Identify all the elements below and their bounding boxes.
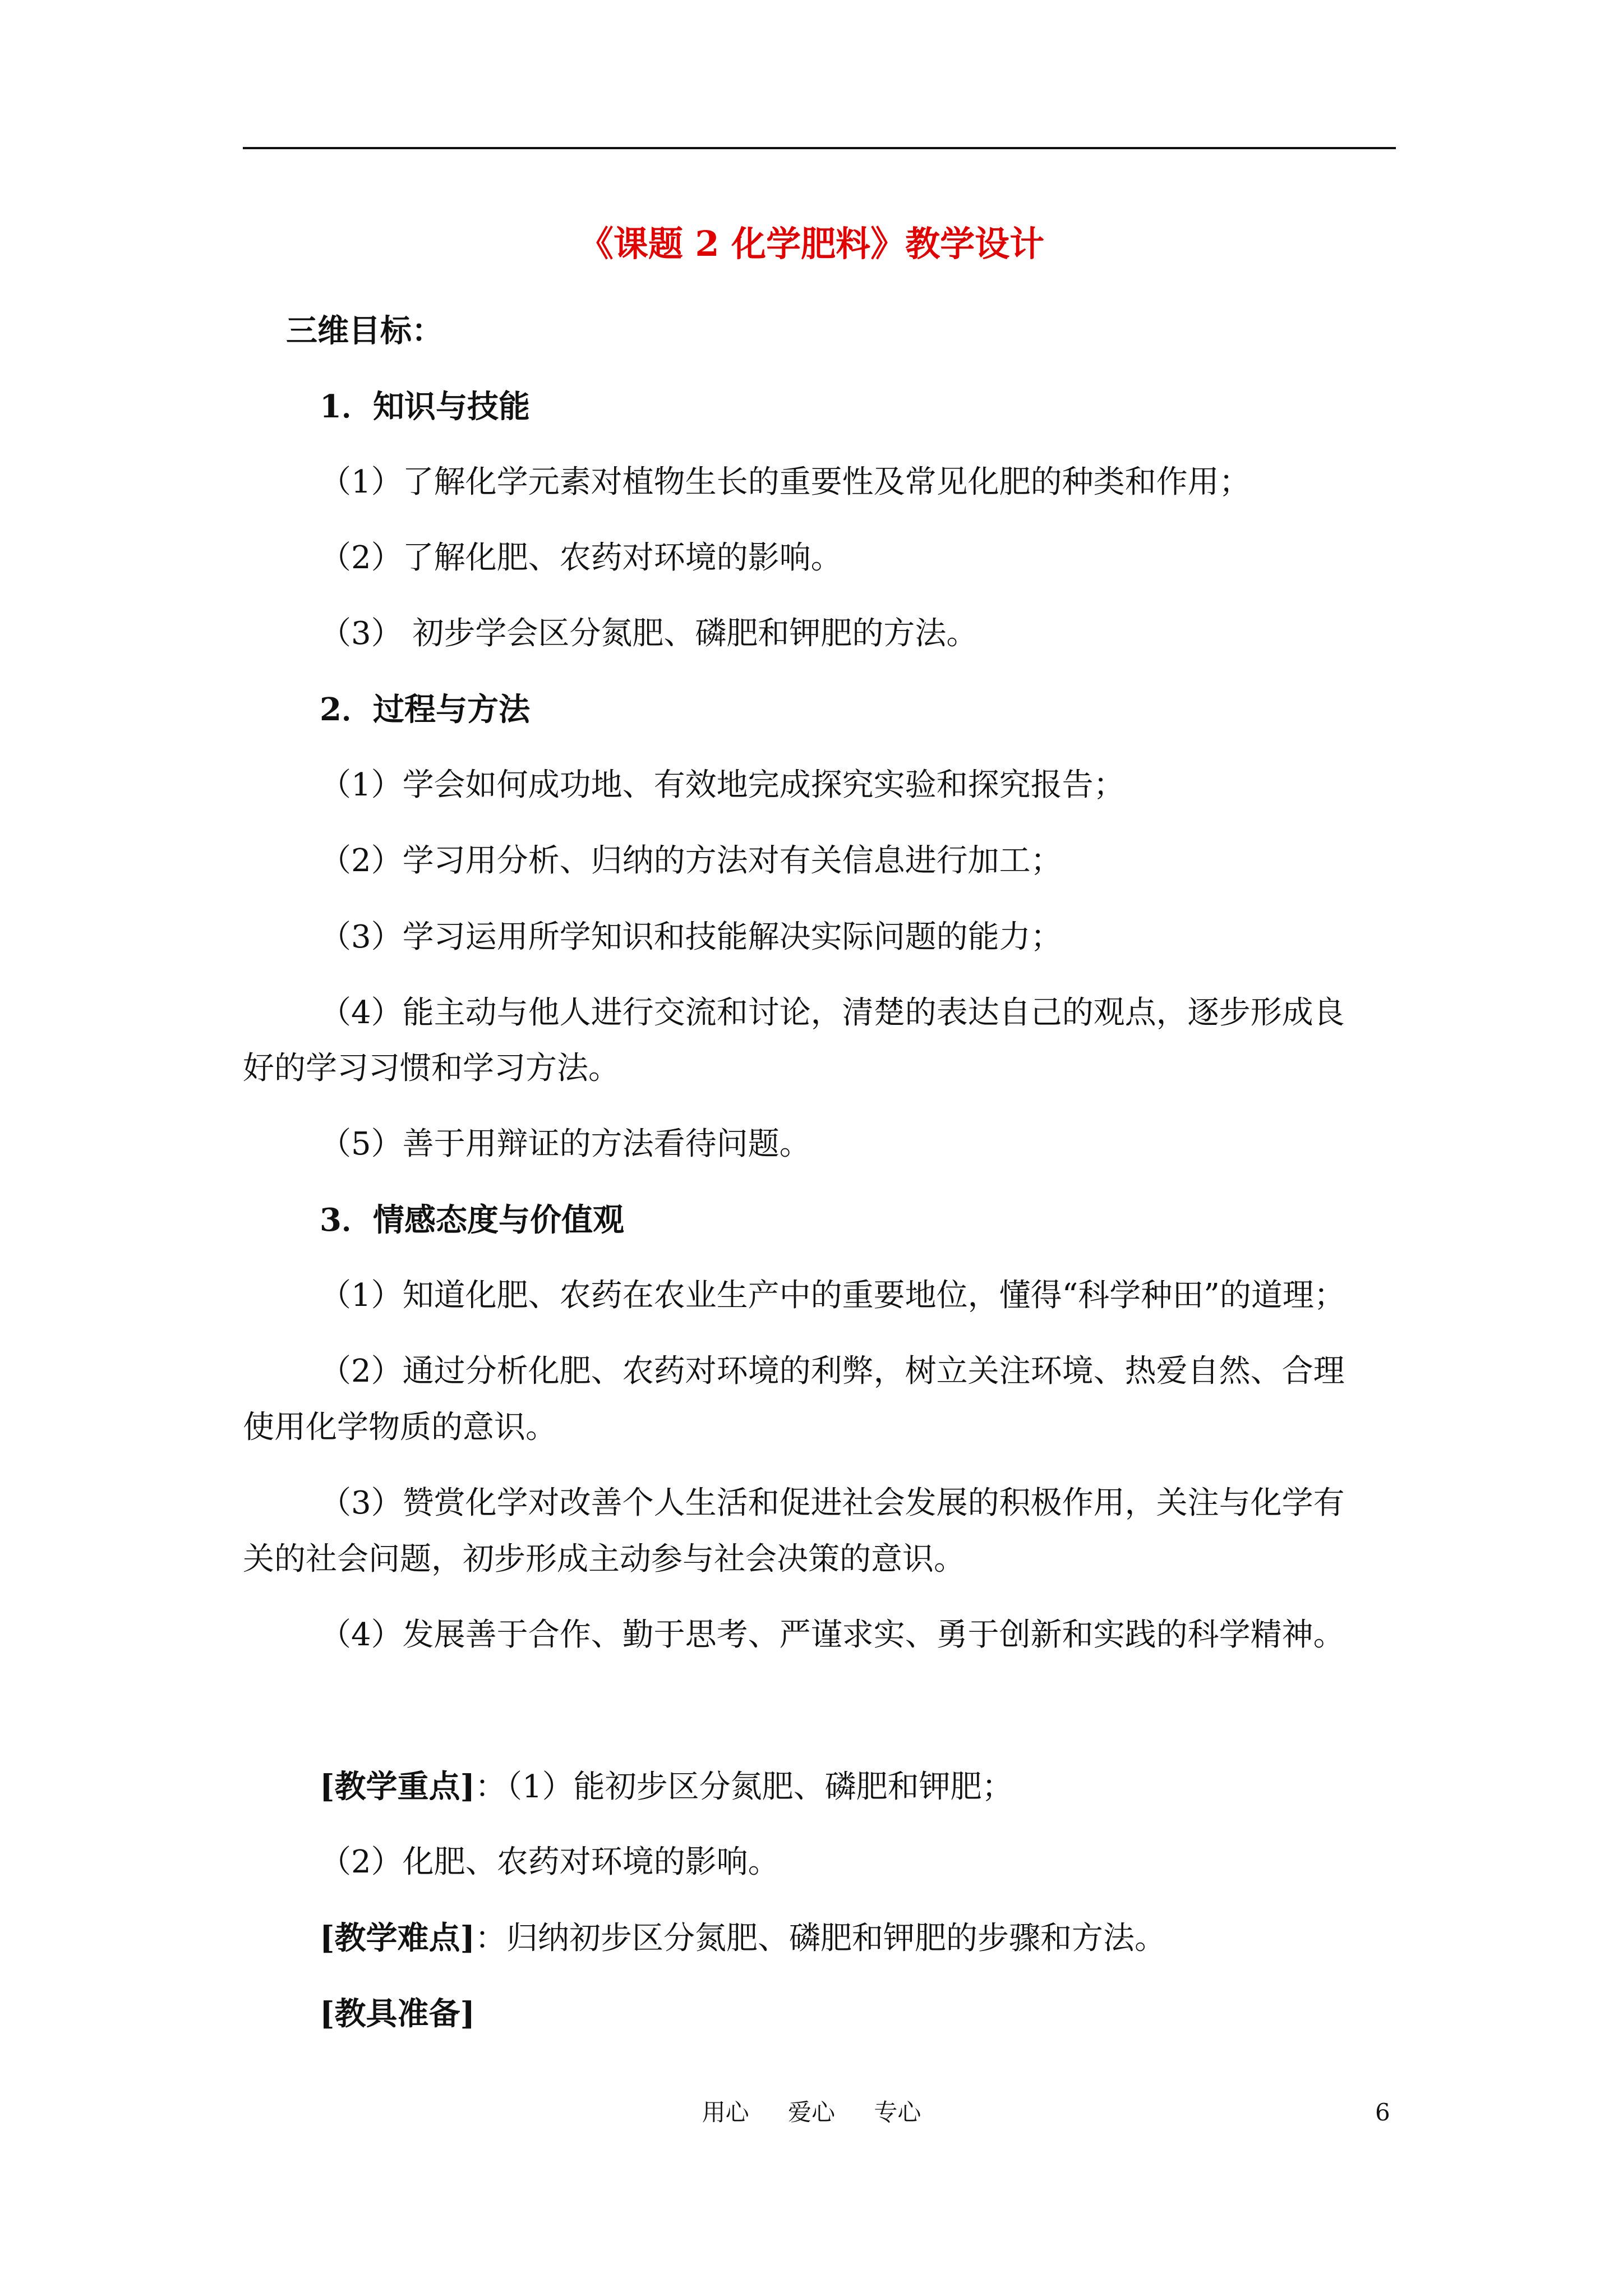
list-item: （4）发展善于合作、勤于思考、严谨求实、勇于创新和实践的科学精神。 [320, 1617, 1345, 1653]
list-item: （3）学习运用所学知识和技能解决实际问题的能力； [320, 919, 1062, 955]
document-title: 《课题 2 化学肥料》教学设计 [578, 223, 1045, 264]
list-item: （1）了解化学元素对植物生长的重要性及常见化肥的种类和作用； [320, 464, 1251, 500]
section-goals-heading: 三维目标： [286, 312, 443, 349]
list-item: （2）了解化肥、农药对环境的影响。 [320, 540, 842, 576]
footer-word: 爱心 [787, 2099, 835, 2126]
list-item: （2）通过分析化肥、农药对环境的利弊，树立关注环境、热爱自然、合理 [320, 1353, 1345, 1389]
list-item-continuation: 关的社会问题，初步形成主动参与社会决策的意识。 [243, 1541, 965, 1577]
key-points-item-2: （2）化肥、农药对环境的影响。 [320, 1844, 780, 1880]
footer-word: 用心 [702, 2099, 749, 2126]
list-item: （5）善于用辩证的方法看待问题。 [320, 1126, 811, 1162]
header-rule [243, 147, 1396, 149]
list-item: （3） 初步学会区分氮肥、磷肥和钾肥的方法。 [320, 615, 978, 652]
page-number: 6 [1375, 2099, 1390, 2126]
list-item-continuation: 使用化学物质的意识。 [243, 1409, 557, 1446]
list-item: （1）知道化肥、农药在农业生产中的重要地位，懂得“科学种田”的道理； [320, 1277, 1345, 1314]
section-3-heading: 3．情感态度与价值观 [320, 1202, 624, 1239]
section-2-heading: 2．过程与方法 [320, 691, 530, 728]
materials-heading: [教具准备] [320, 1995, 475, 2032]
difficulties-text: ：归纳初步区分氮肥、磷肥和钾肥的步骤和方法。 [475, 1920, 1166, 1957]
footer-word: 专心 [874, 2099, 921, 2126]
key-points-label: [教学重点] [320, 1768, 475, 1805]
key-points-line [320, 1767, 1013, 1807]
list-item-continuation: 好的学习习惯和学习方法。 [243, 1050, 620, 1087]
list-item: （4）能主动与他人进行交流和讨论，清楚的表达自己的观点，逐步形成良 [320, 995, 1345, 1031]
key-points-text: ：（1）能初步区分氮肥、磷肥和钾肥； [475, 1769, 1013, 1805]
difficulties-label: [教学难点] [320, 1920, 475, 1957]
difficulties-line [320, 1918, 1166, 1958]
section-1-heading: 1．知识与技能 [320, 388, 530, 425]
list-item: （1）学会如何成功地、有效地完成探究实验和探究报告； [320, 767, 1125, 803]
list-item: （3）赞赏化学对改善个人生活和促进社会发展的积极作用，关注与化学有 [320, 1485, 1345, 1521]
list-item: （2）学习用分析、归纳的方法对有关信息进行加工； [320, 843, 1062, 879]
